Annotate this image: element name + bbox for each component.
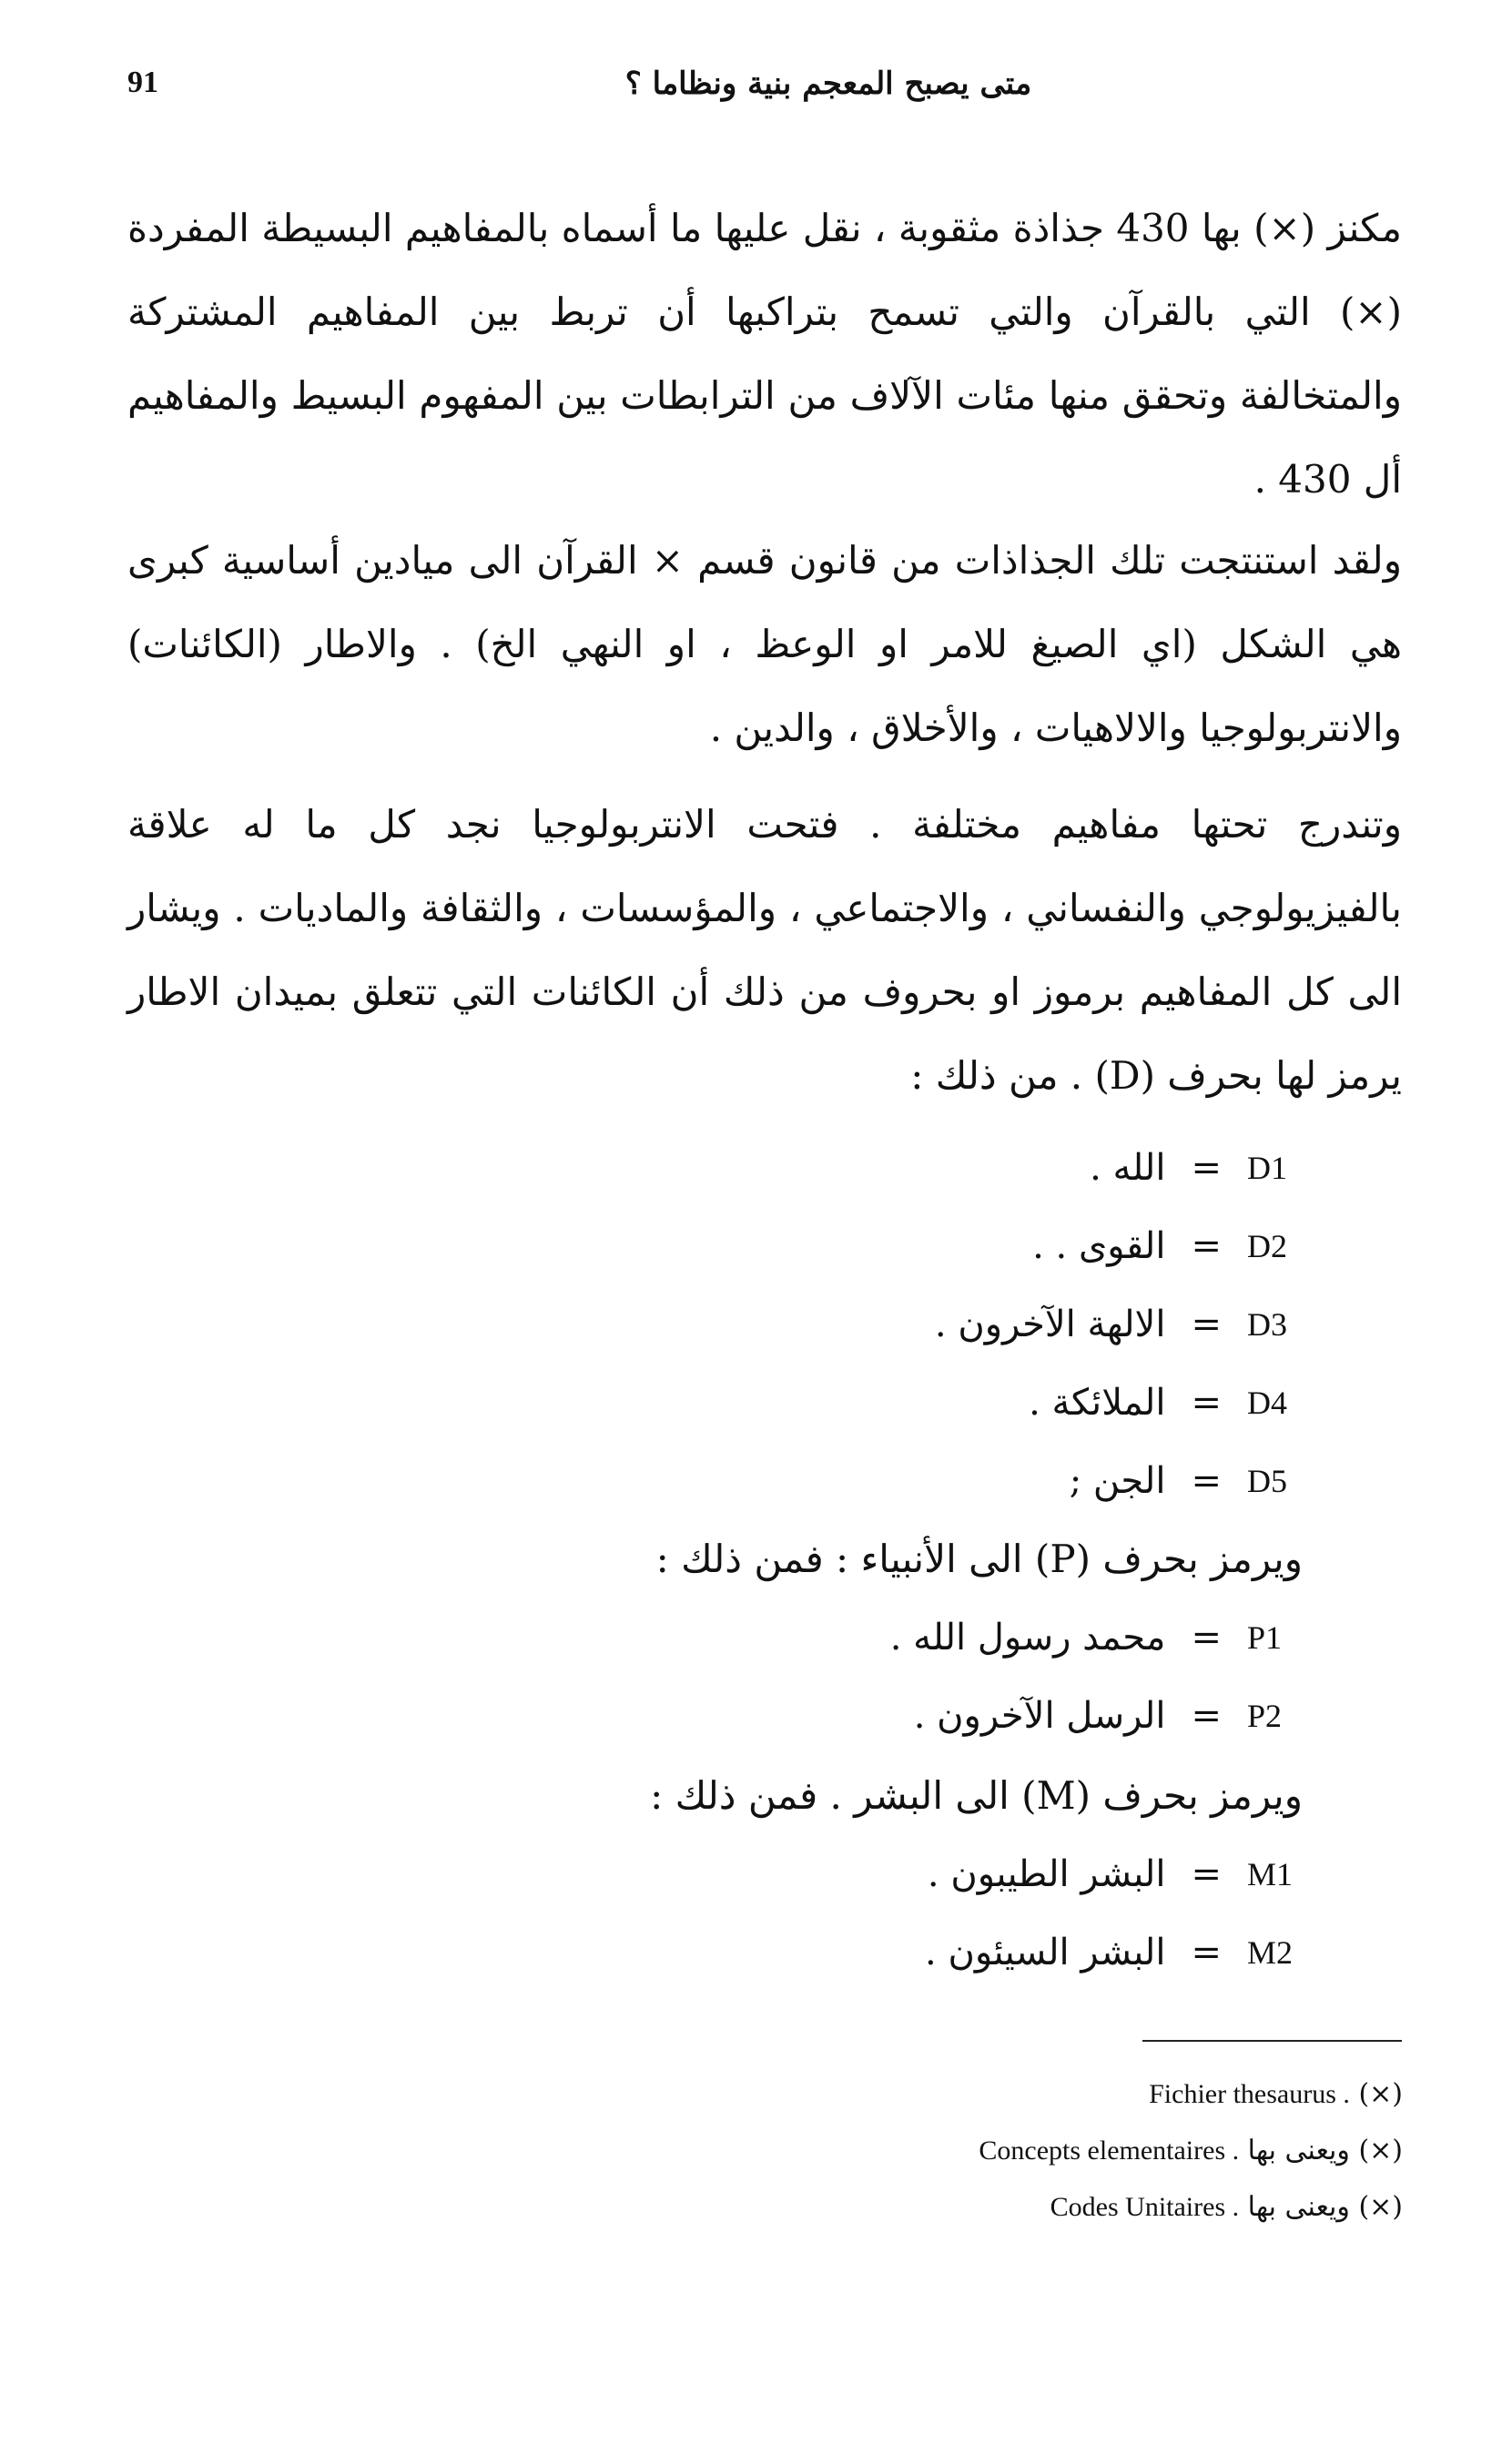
paragraph-text: مكنز (×) بها 430 جذاذة مثقوبة ، نقل عليها ما أسماه بالمفاهيم البسيطة المفردة (×) التي بالقرآن والتي تسمح بتراكبها أن تربط بين المفاهيم المشتركة والمتخالفة وتحقق منها مئات الآلاف من الترابطات بين المفهوم البسيط والمفاهيم أل 430 . [127,206,1402,502]
footnote [583,2179,1403,2236]
footnotes [583,2066,1403,2236]
equals-sign: = [1191,1695,1222,1737]
item-code: D5 [1247,1463,1287,1499]
footnote-divider [1142,2040,1402,2042]
footnote-prefix: ويعنى بها [1247,2135,1350,2166]
list-item [637,1285,1302,1364]
footnote-text: Concepts elementaires . [979,2136,1240,2166]
item-code: D2 [1247,1228,1287,1264]
list-m-codes [637,1835,1302,1992]
equals-sign: = [1191,1460,1222,1502]
equals-sign: = [1191,1147,1222,1189]
list-item [637,1677,1302,1755]
footnote-mark: (×) [1358,2191,1403,2223]
item-label: الله . [1090,1147,1166,1189]
list-p-codes [637,1598,1302,1755]
list-item [637,1364,1302,1442]
equals-sign: = [1191,1853,1222,1895]
item-code: D3 [1247,1306,1287,1343]
item-label: الرسل الآخرون . [913,1695,1166,1737]
footnote [583,2123,1403,2179]
page-number: 91 [127,66,158,99]
item-label: الالهة الآخرون . [934,1304,1166,1345]
equals-sign: = [1191,1304,1222,1345]
list-d-codes [637,1129,1302,1520]
list-item [637,1835,1302,1913]
list-item [637,1442,1302,1520]
footnote-prefix: ويعنى بها [1247,2191,1350,2223]
item-label: الملائكة . [1029,1382,1166,1424]
equals-sign: = [1191,1932,1222,1973]
page-header [127,66,1384,120]
paragraph-concepts [127,783,1402,1138]
item-label: القوى . . [1032,1225,1166,1267]
paragraph-text: ولقد استنتجت تلك الجذاذات من قانون قسم × القرآن الى ميادين أساسية كبرى هي الشكل (اي الصيغ للامر او الوعظ ، او النهي الخ) . والاطار (الكائنات) والانتربولوجيا والالاهيات ، والأخلاق ، والدين . [127,538,1402,750]
list-item [637,1913,1302,1992]
intro-prophets: ويرمز بحرف (P) الى الأنبياء : فمن ذلك : [655,1537,1303,1581]
item-label: محمد رسول الله . [889,1617,1166,1659]
item-code: P1 [1247,1619,1283,1656]
item-code: P2 [1247,1698,1283,1734]
item-code: D1 [1247,1150,1287,1186]
list-item [637,1598,1302,1677]
footnote [583,2066,1403,2123]
footnote-text: Fichier thesaurus . [1149,2079,1350,2109]
item-label: البشر الطيبون . [927,1853,1166,1895]
item-label: الجن ; [1069,1460,1166,1502]
item-code: M1 [1247,1856,1294,1892]
paragraph-thesaurus [127,187,1402,542]
intro-humans: ويرمز بحرف (M) الى البشر . فمن ذلك : [650,1773,1303,1818]
footnote-text: Codes Unitaires . [1050,2192,1240,2222]
footnote-mark: (×) [1358,2078,1403,2110]
running-title: متى يصبح المعجم بنية ونظاما ؟ [624,66,1032,102]
item-code: D4 [1247,1385,1287,1421]
paragraph-text: وتندرج تحتها مفاهيم مختلفة . فتحت الانتربولوجيا نجد كل ما له علاقة بالفيزيولوجي والنفساني ، والاجتماعي ، والمؤسسات ، والثقافة والماديات . ويشار الى كل المفاهيم برموز او بحروف من ذلك أن الكائنات التي تتعلق بميدان الاطار يرمز لها بحرف (D) . من ذلك : [127,802,1402,1098]
item-code: M2 [1247,1934,1294,1971]
equals-sign: = [1191,1225,1222,1267]
list-item [637,1207,1302,1285]
list-item [637,1129,1302,1207]
paragraph-domains [127,519,1402,790]
footnote-mark: (×) [1358,2135,1403,2166]
equals-sign: = [1191,1617,1222,1659]
equals-sign: = [1191,1382,1222,1424]
item-label: البشر السيئون . [925,1932,1166,1973]
